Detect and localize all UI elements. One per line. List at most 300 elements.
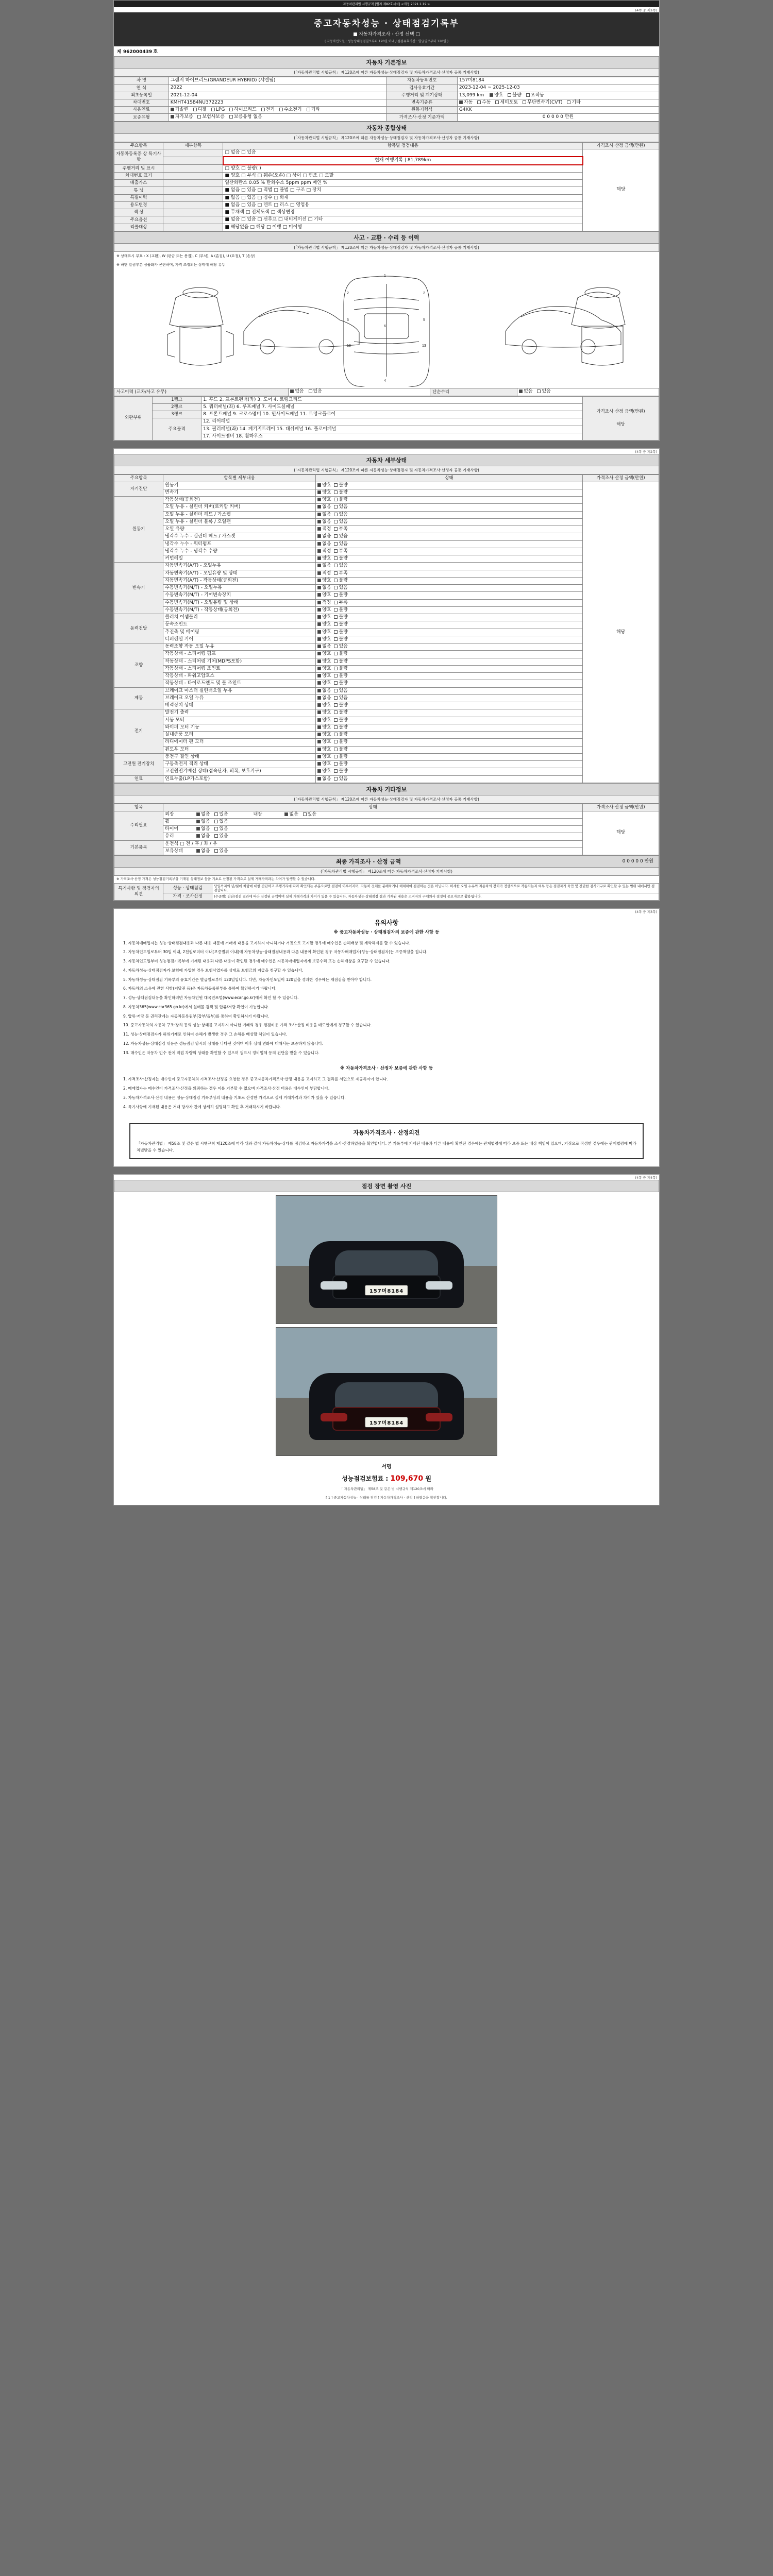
special-note-table xyxy=(114,883,659,901)
detail-state-option-good[interactable]: 없음 xyxy=(317,585,331,591)
detail-item-state xyxy=(316,768,583,775)
section-accident-header: 사고 · 교환 · 수리 등 이력 xyxy=(114,231,659,244)
detail-item-state xyxy=(316,687,583,694)
detail-state-option-good[interactable]: 양호 xyxy=(317,718,331,723)
detail-state-option-bad[interactable]: 불량 xyxy=(334,483,347,488)
detail-state-option-bad[interactable]: 불량 xyxy=(334,718,347,723)
detail-item-label: 변속기 xyxy=(163,489,316,496)
photo-rear xyxy=(276,1327,497,1456)
detail-state-option-bad[interactable]: 불량 xyxy=(334,769,347,774)
col-detail-state: 상태 xyxy=(316,475,583,482)
row-label-registration-note: 자동차등록증 상 특기사항 xyxy=(114,149,163,165)
detail-item-label: 작동상태 - 스티어링 펌프 xyxy=(163,651,316,658)
detail-item-state xyxy=(316,606,583,614)
declaration-body: 「자동차관리법」 제58조 및 같은 법 시행규칙 제120조에 따라 위와 같이 자동차성능·상태를 점검하고 자동차가격을 조사·산정하였음을 확인합니다. 본 기록부에 기재된 내용과 다른 내용이 확인된 경우에는 관계법령에 따라 보증 또는 배상 책임이 있으며, 거짓으로 작성한 경우에는 관계법령에 따라 처벌받을 수 있습니다. xyxy=(137,1141,636,1153)
svg-text:13: 13 xyxy=(347,344,351,348)
value-mileage-cell xyxy=(457,92,659,99)
fuel-option-gasoline[interactable]: 가솔린 xyxy=(171,107,189,113)
notice-seller-item: 11. 성능·상태점검자가 허위기재로 인하여 손해가 발생한 경우 그 손해를 배상할 책임이 있습니다. xyxy=(123,1032,288,1037)
detail-state-option-good[interactable]: 양호 xyxy=(317,710,331,716)
detail-state-option-bad[interactable]: 있음 xyxy=(334,512,347,518)
frame-items-2: 13. 필러패널(좌) 14. 패키지트레이 15. 대쉬패널 16. 플로어패널 xyxy=(201,426,583,433)
detail-item-label: 오일 누유 - 실린더 커버(로커암 커버) xyxy=(163,504,316,511)
detail-state-option-good[interactable]: 양호 xyxy=(317,666,331,672)
col-price: 가격조사·산정 금액(만원) xyxy=(583,142,659,149)
col-etc-price: 가격조사·산정 금액(만원) xyxy=(583,804,659,811)
value-fuel xyxy=(169,107,386,114)
detail-state-option-good[interactable]: 없음 xyxy=(317,644,331,650)
rank-1-label: 1랭크 xyxy=(152,396,201,403)
notice-seller-item: 5. 자동차성능·상태점검 기록부의 유효기간은 발급일로부터 120일입니다. 다만, 자동차인도일이 120일을 경과한 경우에는 재점검을 받아야 합니다. xyxy=(123,977,372,982)
row-value-emissions: 일산화탄소 0.05 % 탄화수소 5ppm ppm 매연 % xyxy=(223,180,583,187)
notice-seller-item: 4. 자동차성능·상태점검자가 보험에 가입한 경우 보험사업자를 상대로 보험금의 지급을 청구할 수 있습니다. xyxy=(123,968,304,973)
detail-state-option-bad[interactable]: 있음 xyxy=(334,534,347,539)
detail-state-option-good[interactable]: 양호 xyxy=(317,747,331,753)
notice-sub-1: ※ 중고자동차성능 · 상태점검자의 보증에 관한 사항 등 xyxy=(333,929,440,935)
table-row xyxy=(114,811,659,818)
detail-state-option-bad[interactable]: 불량 xyxy=(334,703,347,708)
frame-items-3: 17. 사이드멤버 18. 휠하우스 xyxy=(201,433,583,440)
signature-label: 서명 xyxy=(381,1464,392,1470)
detail-item-state xyxy=(316,555,583,563)
trans-option-cvt[interactable]: 무단변속기(CVT) xyxy=(523,100,562,106)
label-fuel: 사용연료 xyxy=(114,107,169,114)
detail-item-state xyxy=(316,614,583,621)
detail-state-option-good[interactable]: 양호 xyxy=(317,754,331,760)
row-value-tuning: ■ 없음 □ 있음 □ 적법 □ 불법 □ 구조 □ 장치 xyxy=(223,187,583,194)
value-year: 2022 xyxy=(169,84,386,92)
svg-text:5: 5 xyxy=(347,318,349,323)
detail-state-option-bad[interactable]: 불량 xyxy=(334,637,347,642)
table-row xyxy=(114,418,659,426)
detail-state-option-good[interactable]: 없음 xyxy=(317,688,331,694)
warranty-option-insurer[interactable]: 보험사보증 xyxy=(197,114,224,120)
detail-state-option-good[interactable]: 양호 xyxy=(317,681,331,686)
section-etc-subheader: (「자동차관리법 시행규칙」 제120조에 따른 자동차성능·상태점검자 및 자동차가격조사·산정자 공통 기재사항) xyxy=(114,795,659,804)
row-sub-empty-3 xyxy=(163,165,223,173)
detail-state-option-bad[interactable]: 불량 xyxy=(334,754,347,760)
trans-option-semiauto[interactable]: 세미오토 xyxy=(495,100,518,106)
detail-state-option-bad[interactable]: 불량 xyxy=(334,630,347,635)
detail-state-option-bad[interactable]: 있음 xyxy=(334,776,347,782)
detail-state-option-bad[interactable]: 불량 xyxy=(334,490,347,496)
detail-state-option-bad[interactable]: 있음 xyxy=(334,519,347,525)
fuel-option-other[interactable]: 기타 xyxy=(307,107,320,113)
detail-item-label: 등속조인트 xyxy=(163,621,316,629)
detail-state-option-bad[interactable]: 있음 xyxy=(334,644,347,650)
overall-state-table xyxy=(114,142,659,231)
detail-state-option-good[interactable]: 양호 xyxy=(317,673,331,679)
col-main-item: 주요항목 xyxy=(114,142,163,149)
detail-item-label: 수동변속기(M/T) - 기어변속장치 xyxy=(163,592,316,599)
value-transmission xyxy=(457,99,659,106)
row-sub-empty-8 xyxy=(163,201,223,209)
detail-state-option-bad[interactable]: 있음 xyxy=(334,563,347,569)
table-header-row xyxy=(114,142,659,149)
rank-2-label: 2랭크 xyxy=(152,403,201,411)
etc-holding-yes[interactable]: 있음 xyxy=(214,849,228,854)
fee-value: 109,670 xyxy=(390,1474,424,1483)
detail-state-option-bad[interactable]: 불량 xyxy=(334,592,347,598)
detail-state-option-bad[interactable]: 부족 xyxy=(334,549,347,554)
section-overall-subheader: (「자동차관리법 시행규칙」 제120조에 따른 자동차성능·상태점검자 및 자동차가격조사·산정자 공통 기재사항) xyxy=(114,134,659,142)
table-row xyxy=(114,606,659,614)
table-row xyxy=(114,216,659,224)
detail-state-option-good[interactable]: 양호 xyxy=(317,703,331,708)
row-sub-empty-7 xyxy=(163,194,223,201)
table-row xyxy=(114,848,659,855)
detail-state-option-good[interactable]: 양호 xyxy=(317,761,331,767)
row-label-recall: 리콜대상 xyxy=(114,224,163,231)
detail-state-option-bad[interactable]: 불량 xyxy=(334,725,347,731)
document-title-block xyxy=(114,12,659,46)
table-row xyxy=(114,403,659,411)
value-price-base: 0 0 0 0 0 만원 xyxy=(457,114,659,121)
table-row xyxy=(114,107,659,114)
detail-item-label: 브레이크 오일 누유 xyxy=(163,694,316,702)
detail-state-option-good[interactable]: 양호 xyxy=(317,630,331,635)
col-outer-panel: 외판부위 xyxy=(114,396,153,440)
photo-front-headlamp-right xyxy=(426,1281,452,1290)
detail-item-state xyxy=(316,540,583,548)
detail-state-option-bad[interactable]: 불량 xyxy=(334,556,347,562)
detail-item-label: 배력장치 상태 xyxy=(163,702,316,709)
detail-state-option-good[interactable]: 양호 xyxy=(317,615,331,620)
table-row xyxy=(114,157,659,164)
section-detail-subheader: (「자동차관리법 시행규칙」 제120조에 따른 자동차성능·상태점검자 및 자동차가격조사·산정자 공통 기재사항) xyxy=(114,466,659,474)
table-row xyxy=(114,643,659,651)
footnote-line-1: 「 자동차관리법」 제58조 및 같은 법 시행규칙 제120조에 따라 xyxy=(339,1486,434,1491)
detail-state-option-bad[interactable]: 불량 xyxy=(334,622,347,628)
notice-seller-item: 2. 자동차인도일로부터 30일 이내, 2천킬로미터 이내(보증범위 이내)에 자동차성능·상태점검내용과 다른 내용이 확인된 경우 자동차매매업자(성능·상태점검자)는 보증책임을 집니다. xyxy=(123,950,428,955)
etc-exterior-yes[interactable]: 있음 xyxy=(214,812,228,818)
detail-state-option-bad[interactable]: 불량 xyxy=(334,497,347,503)
detail-item-state xyxy=(316,592,583,599)
accident-option-none[interactable]: 없음 xyxy=(290,389,304,395)
svg-text:2: 2 xyxy=(347,292,349,296)
section-detail-header: 자동차 세부상태 xyxy=(114,454,659,466)
detail-item-label: 작동상태 - 스티어링 기어(MDPS포함) xyxy=(163,658,316,665)
detail-item-state xyxy=(316,651,583,658)
detail-state-option-bad[interactable]: 불량 xyxy=(334,615,347,620)
warranty-option-self[interactable]: 자가보증 xyxy=(171,114,193,120)
detail-item-state xyxy=(316,482,583,489)
accident-legend-1: ※ 상태표시 부호 : X (교환), W (판금 또는 용접), C (부식), A (흠집), U (요철), T (손상) xyxy=(116,253,256,258)
detail-state-option-good[interactable]: 적정 xyxy=(317,600,331,606)
detail-state-option-good[interactable]: 양호 xyxy=(317,578,331,584)
detail-state-option-good[interactable]: 없음 xyxy=(317,519,331,525)
detail-item-state xyxy=(316,621,583,629)
detail-item-label: 연료누출(LP가스포함) xyxy=(163,775,316,783)
fuel-option-diesel[interactable]: 디젤 xyxy=(193,107,207,113)
detail-state-option-good[interactable]: 양호 xyxy=(317,769,331,774)
fuel-option-electric[interactable]: 전기 xyxy=(261,107,275,113)
etc-group-basic: 기본품목 xyxy=(114,840,163,855)
table-row xyxy=(114,224,659,231)
detail-group-제동: 제동 xyxy=(114,687,163,709)
detail-item-label: 오일 유량 xyxy=(163,526,316,533)
row-value-usage-change: ■ 없음 □ 있음 □ 렌트 □ 리스 □ 영업용 xyxy=(223,201,583,209)
row-value-registration-note: □ 없음 □ 있음 xyxy=(223,149,583,157)
label-transmission: 변속기종류 xyxy=(386,99,457,106)
fuel-option-lpg[interactable]: LPG xyxy=(211,107,225,113)
detail-state-option-good[interactable]: 양호 xyxy=(317,607,331,613)
trans-option-manual[interactable]: 수동 xyxy=(477,100,491,106)
table-row xyxy=(114,570,659,577)
detail-state-option-good[interactable]: 양호 xyxy=(317,622,331,628)
detail-state-option-bad[interactable]: 있음 xyxy=(334,696,347,701)
etc-wheel-none[interactable]: 없음 xyxy=(196,819,210,825)
table-row xyxy=(114,548,659,555)
notice-seller-item: 7. 성능·상태점검내용을 확인하려면 자동차민원 대국민포털(www.ecar.go.kr)에서 확인 할 수 있습니다. xyxy=(123,995,299,1001)
detail-state-option-bad[interactable]: 있음 xyxy=(334,585,347,591)
col-check-content: 항목별 점검내용 xyxy=(223,142,583,149)
value-warranty xyxy=(169,114,386,121)
photo-rear-taillamp-left xyxy=(321,1413,347,1421)
detail-state-option-good[interactable]: 양호 xyxy=(317,651,331,657)
table-row xyxy=(114,84,659,92)
detail-state-option-good[interactable]: 적정 xyxy=(317,549,331,554)
detail-state-option-bad[interactable]: 불량 xyxy=(334,761,347,767)
notice-seller-item: 9. 압류·저당 등 권리관계는 자동차등록원부(갑부/을부)를 통하여 확인하시기 바랍니다. xyxy=(123,1013,270,1019)
etc-exterior-none[interactable]: 없음 xyxy=(196,812,210,818)
value-price-accident: 해당 xyxy=(616,421,625,427)
notice-list-appraiser xyxy=(114,1074,659,1118)
detail-item-label: 원동기 xyxy=(163,482,316,489)
table-row xyxy=(114,482,659,489)
value-first-reg: 2021-12-04 xyxy=(169,92,386,99)
row-sub-empty-6 xyxy=(163,187,223,194)
table-row xyxy=(114,555,659,563)
table-row xyxy=(114,658,659,665)
row-sub-empty-1 xyxy=(163,149,223,157)
detail-state-option-bad[interactable]: 불량 xyxy=(334,673,347,679)
detail-state-option-bad[interactable]: 불량 xyxy=(334,651,347,657)
detail-state-option-good[interactable]: 없음 xyxy=(317,776,331,782)
table-row xyxy=(114,77,659,84)
detail-state-option-good[interactable]: 양호 xyxy=(317,732,331,738)
detail-state-option-bad[interactable]: 있음 xyxy=(334,541,347,547)
table-row xyxy=(114,761,659,768)
price-total-note: ※ 가격조사·산정 가격은 성능점검기록부상 기재된 상태정보 등을 기초로 산정된 가격으로 실제 거래가격과는 차이가 발생할 수 있습니다. xyxy=(116,877,315,881)
declaration-title: 자동차가격조사 · 산정의견 xyxy=(353,1129,420,1137)
detail-state-option-bad[interactable]: 부족 xyxy=(334,527,347,532)
label-reg-no: 자동차등록번호 xyxy=(386,77,457,84)
label-warranty: 보증유형 xyxy=(114,114,169,121)
etc-interior-yes[interactable]: 있음 xyxy=(303,812,316,818)
photo-front-carbody xyxy=(309,1241,464,1308)
form-code-strip: 자동차관리법 시행규칙 [별지 제82호서식] <개정 2021.1.19.> xyxy=(114,1,659,7)
detail-item-label: 작동상태 - 타이로드엔드 및 볼 조인트 xyxy=(163,680,316,687)
col-etc-item: 항목 xyxy=(114,804,163,811)
detail-state-option-bad[interactable]: 불량 xyxy=(334,607,347,613)
photo-rear-window xyxy=(335,1382,438,1409)
detail-state-option-bad[interactable]: 불량 xyxy=(334,681,347,686)
notice-seller-item: 3. 자동차인도일부터 성능점검기록부에 기재된 내용과 다른 내용이 확인된 경우에 매수인은 자동차매매업자에게 보증수리 또는 손해배상을 요구할 수 있습니다. xyxy=(123,959,391,964)
detail-state-option-good[interactable]: 양호 xyxy=(317,739,331,745)
mileage-option-bad[interactable]: 불량 xyxy=(508,93,521,98)
notice-seller-item: 10. 중고자동차의 자동차 구조·장치 등의 성능·상태를 고지하지 아니한 거래의 경우 점검비용 가격 조사·산정 비용을 매도인에게 청구할 수 있습니다. xyxy=(123,1023,372,1028)
detail-item-label: 윈도우 모터 xyxy=(163,746,316,753)
detail-state-option-bad[interactable]: 불량 xyxy=(334,732,347,738)
detail-state-option-good[interactable]: 양호 xyxy=(317,490,331,496)
fuel-option-hydrogen[interactable]: 수소전기 xyxy=(279,107,302,113)
detail-state-option-good[interactable]: 없음 xyxy=(317,563,331,569)
etc-tire-yes[interactable]: 있음 xyxy=(214,826,228,832)
section-basic-subheader: (「자동차관리법 시행규칙」 제120조에 따른 자동차성능·상태점검자 및 자동차가격조사·산정자 공통 기재사항) xyxy=(114,69,659,77)
table-row xyxy=(114,753,659,760)
mileage-option-good[interactable]: 양호 xyxy=(490,93,503,98)
value-engine-type: G4KK xyxy=(457,107,659,114)
svg-text:4: 4 xyxy=(384,379,386,383)
detail-state-option-good[interactable]: 양호 xyxy=(317,497,331,503)
mileage-option-malfunction[interactable]: 오작동 xyxy=(526,93,544,98)
label-car-name: 차 명 xyxy=(114,77,169,84)
detail-state-option-good[interactable]: 없음 xyxy=(317,512,331,518)
table-row xyxy=(114,833,659,840)
detail-state-option-good[interactable]: 없음 xyxy=(317,504,331,510)
row-label-special-history: 특별이력 xyxy=(114,194,163,201)
detail-state-option-bad[interactable]: 불량 xyxy=(334,666,347,672)
notice-heading: 유의사항 xyxy=(374,919,399,926)
table-row xyxy=(114,709,659,717)
table-row xyxy=(114,826,659,833)
warranty-option-none[interactable]: 보증유형 없음 xyxy=(229,114,262,120)
row-label-mileage-display: 주행거리 및 표시 xyxy=(114,165,163,173)
section-accident-subheader: (「자동차관리법 시행규칙」 제120조에 따른 자동차성능·상태점검자 및 자동차가격조사·산정자 공통 기재사항) xyxy=(114,244,659,252)
col-etc-state: 상태 xyxy=(163,804,583,811)
detail-item-state xyxy=(316,497,583,504)
etc-row-tire: 타이어 없음 있음 xyxy=(163,826,583,833)
photo-rear-carbody xyxy=(309,1373,464,1440)
notice-seller-item: 12. 자동차성능·상태점검 내용은 성능점검 당시의 상태를 나타낸 것이며 이후 상태 변화에 대해서는 보증하지 않습니다. xyxy=(123,1041,324,1046)
label-price-base: 가격조사·산정 기준가액 xyxy=(386,114,457,121)
detail-state-option-bad[interactable]: 불량 xyxy=(334,747,347,753)
special-row-label-2: 가격 · 조사산정 xyxy=(163,893,212,901)
fee-unit: 원 xyxy=(425,1475,431,1482)
table-row xyxy=(114,621,659,629)
etc-holding-none[interactable]: 없음 xyxy=(196,849,210,854)
detail-item-state xyxy=(316,709,583,717)
detail-item-state xyxy=(316,739,583,746)
price-etc: 해당 xyxy=(583,811,659,855)
detail-state-option-good[interactable]: 적정 xyxy=(317,527,331,532)
detail-group-동력전달: 동력전달 xyxy=(114,614,163,643)
col-detail-main: 주요항목 xyxy=(114,475,163,482)
detail-item-label: 작동상태 - 파워고압호스 xyxy=(163,673,316,680)
detail-state-option-good[interactable]: 양호 xyxy=(317,659,331,665)
row-sub-empty-9 xyxy=(163,209,223,216)
etc-glass-yes[interactable]: 있음 xyxy=(214,834,228,839)
notice-seller-item: 13. 매수인은 자동차 인수 전에 직접 차량의 상태를 확인할 수 있으며 필요시 정비업체 등의 진단을 받을 수 있습니다. xyxy=(123,1050,320,1055)
special-row-value-2: (수준별) 진단/점검 결과에 따라 산정된 금액이며 실제 거래가격과 차이가 있을 수 있습니다. 자동차성능·상태점검 결과 기재된 내용은 소비자의 구매의사 결정에 중요자료로 활용됩니다. xyxy=(212,893,659,901)
svg-text:5: 5 xyxy=(423,318,425,323)
frame-items-1: 12. 리어패널 xyxy=(201,418,583,426)
detail-state-option-bad[interactable]: 있음 xyxy=(334,504,347,510)
page-subtitle: ■ 자동차가격조사 · 산정 선택 □ xyxy=(353,32,420,37)
detail-state-option-bad[interactable]: 부족 xyxy=(334,600,347,606)
detail-state-option-bad[interactable]: 불량 xyxy=(334,578,347,584)
detail-state-option-good[interactable]: 양호 xyxy=(317,725,331,731)
detail-item-label: 충전구 절연 상태 xyxy=(163,753,316,760)
section-etc-header: 자동차 기타정보 xyxy=(114,783,659,795)
notice-appraiser-item: 4. 특기사항에 기재된 내용은 거래 당사자 간에 상세히 설명하고 확인 후 거래하시기 바랍니다. xyxy=(123,1104,281,1109)
etc-interior-none[interactable]: 없음 xyxy=(284,812,298,818)
detail-group-원동기: 원동기 xyxy=(114,497,163,563)
trans-option-auto[interactable]: 자동 xyxy=(459,100,473,106)
detail-state-option-good[interactable]: 적정 xyxy=(317,571,331,577)
photo-rear-taillamp-right xyxy=(426,1413,452,1421)
detail-state-option-good[interactable]: 없음 xyxy=(317,696,331,701)
etc-tire-none[interactable]: 없음 xyxy=(196,826,210,832)
detail-table-body xyxy=(114,482,659,783)
simple-option-none[interactable]: 없음 xyxy=(519,389,532,395)
label-year: 연 식 xyxy=(114,84,169,92)
col-detail-price: 가격조사·산정 금액(만원) xyxy=(583,475,659,482)
detail-state-option-good[interactable]: 양호 xyxy=(317,483,331,488)
detail-state-option-bad[interactable]: 불량 xyxy=(334,710,347,716)
table-row xyxy=(114,563,659,570)
etc-wheel-yes[interactable]: 있음 xyxy=(214,819,228,825)
etc-row-driver: 운전석 □ 전 / 후 / 좌 / 우 xyxy=(163,840,583,848)
footnote-line-2: [ 1 ] 중고자동차성능 · 상태를 점검 [ 자동차가격조사 · 산정 ] 하였음을 확인합니다. xyxy=(326,1496,447,1500)
detail-state-option-bad[interactable]: 부족 xyxy=(334,571,347,577)
declaration-box xyxy=(129,1123,644,1159)
table-row xyxy=(114,411,659,418)
detail-state-option-good[interactable]: 양호 xyxy=(317,592,331,598)
detail-state-option-bad[interactable]: 불량 xyxy=(334,739,347,745)
detail-state-option-good[interactable]: 없음 xyxy=(317,541,331,547)
table-row xyxy=(114,818,659,825)
detail-item-state xyxy=(316,577,583,584)
detail-item-label: 구동축전지 격리 상태 xyxy=(163,761,316,768)
detail-item-state xyxy=(316,775,583,783)
detail-state-option-bad[interactable]: 있음 xyxy=(334,688,347,694)
accident-option-yes[interactable]: 있음 xyxy=(309,389,322,395)
fuel-option-hybrid[interactable]: 하이브리드 xyxy=(229,107,256,113)
table-row xyxy=(114,504,659,511)
page-4 xyxy=(113,1174,660,1506)
detail-state-option-good[interactable]: 양호 xyxy=(317,556,331,562)
table-row xyxy=(114,165,659,173)
detail-state-option-bad[interactable]: 불량 xyxy=(334,659,347,665)
table-row xyxy=(114,732,659,739)
detail-item-state xyxy=(316,599,583,606)
special-row-value-1: 당일까지의 년/월에 차량에 대한 간단하고 주행거리에 따라 확인되는 부분으로만 점검이 이루어지며, 자동차 전체를 분해하거나 해체하여 점검하는 것은 아닙니다. 미세한 오일 누유와 자동차의 장치가 정상적으로 작동되는지 여부 등은 점검자가 육안 및 간단한 검사기구로 확인할 수 있는 범위 내에서만 점검합니다. xyxy=(212,883,659,893)
detail-item-label: 커먼레일 xyxy=(163,555,316,563)
etc-row-wheel: 휠 없음 있음 xyxy=(163,818,583,825)
row-sub-empty-5 xyxy=(163,180,223,187)
detail-item-state xyxy=(316,570,583,577)
detail-item-label: 냉각수 누수 - 실린더 헤드 / 가스켓 xyxy=(163,533,316,540)
notice-appraiser-item: 1. 가격조사·산정자는 매수인이 중고자동차의 가격조사·산정을 요청한 경우 중고자동차가격조사·산정 내용을 고지하고 그 결과를 서면으로 제공하여야 합니다. xyxy=(123,1077,388,1082)
price-overall: 해당 xyxy=(583,149,659,231)
table-row xyxy=(114,775,659,783)
notice-seller-item: 6. 자동차의 소유에 관한 사항(저당권 등)은 자동차등록원부를 통하여 확인하시기 바랍니다. xyxy=(123,986,277,991)
etc-glass-none[interactable]: 없음 xyxy=(196,834,210,839)
simple-option-yes[interactable]: 있음 xyxy=(537,389,550,395)
trans-option-other[interactable]: 기타 xyxy=(567,100,580,106)
rank-1-items: 1. 후드 2. 프론트펜더(좌) 3. 도어 4. 트렁크리드 xyxy=(201,396,583,403)
page-title-note: ( 자동차인도일 : 성능상태점검일로부터 120일 이내 / 점검유효기간 : 발급일로부터 120일 ) xyxy=(324,40,449,43)
row-sub-empty-11 xyxy=(163,224,223,231)
detail-item-label: 자동변속기(A/T) - 작동상태(공회전) xyxy=(163,577,316,584)
detail-state-option-good[interactable]: 없음 xyxy=(317,534,331,539)
detail-state-option-good[interactable]: 양호 xyxy=(317,637,331,642)
page-corner-3: (4쪽 중 제3쪽) xyxy=(635,909,657,914)
table-row xyxy=(114,717,659,724)
detail-item-label: 클러치 어셈블리 xyxy=(163,614,316,621)
